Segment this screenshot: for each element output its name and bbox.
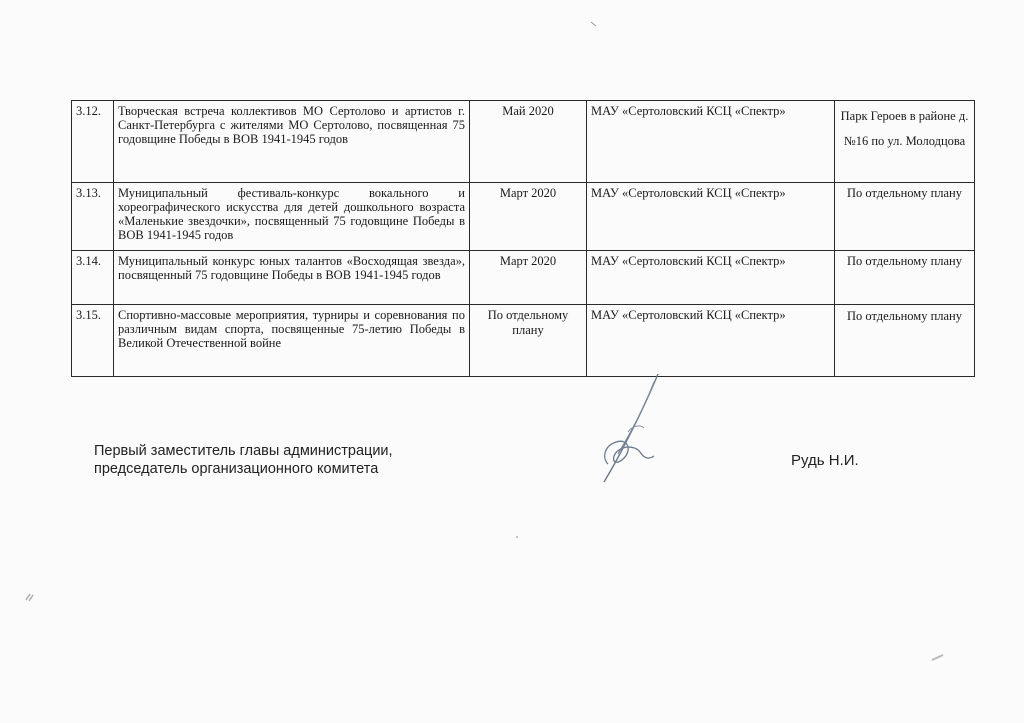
scan-speck [515,535,519,539]
position-line-1: Первый заместитель главы администрации, [94,443,393,459]
event-organizer: МАУ «Сертоловский КСЦ «Спектр» [587,183,835,251]
event-title: Муниципальный конкурс юных талантов «Восходящая звезда», посвященный 75 годовщине Победы в ВОВ 1941-1945 годов [114,251,470,305]
event-organizer: МАУ «Сертоловский КСЦ «Спектр» [587,251,835,305]
event-organizer: МАУ «Сертоловский КСЦ «Спектр» [587,101,835,183]
scan-speck [930,652,946,662]
event-date: Март 2020 [470,251,587,305]
event-title: Муниципальный фестиваль-конкурс вокального и хореографического искусства для детей дошкольного возраста «Маленькие звездочки», посвященный 75 годовщине Победы в ВОВ 1941-1945 годов [114,183,470,251]
event-date: Март 2020 [470,183,587,251]
row-number: 3.12. [72,101,114,183]
scan-speck [590,20,598,28]
event-organizer: МАУ «Сертоловский КСЦ «Спектр» [587,305,835,377]
table-row [72,251,975,305]
event-date: Май 2020 [470,101,587,183]
position-line-2: председатель организационного комитета [94,461,379,477]
row-number: 3.15. [72,305,114,377]
scan-speck [24,590,38,604]
table-row [72,183,975,251]
event-place: Парк Героев в районе д.№16 по ул. Молодцова [835,101,975,183]
event-place: По отдельному плану [835,251,975,305]
event-place: По отдельному плану [835,183,975,251]
event-date: По отдельному плану [470,305,587,377]
row-number: 3.13. [72,183,114,251]
event-title: Творческая встреча коллективов МО Сертолово и артистов г. Санкт-Петербурга с жителями МО Сертолово, посвященная 75 годовщине Победы в ВОВ 1941-1945 годов [114,101,470,183]
event-place: По отдельному плану [835,305,975,377]
table-row [72,305,975,377]
table-row [72,101,975,183]
signatory-position [94,442,393,478]
row-number: 3.14. [72,251,114,305]
signatory-name: Рудь Н.И. [791,452,859,469]
events-table [71,100,975,377]
handwritten-signature [588,368,678,488]
event-title: Спортивно-массовые мероприятия, турниры и соревнования по различным видам спорта, посвященные 75-летию Победы в Великой Отечественной войне [114,305,470,377]
